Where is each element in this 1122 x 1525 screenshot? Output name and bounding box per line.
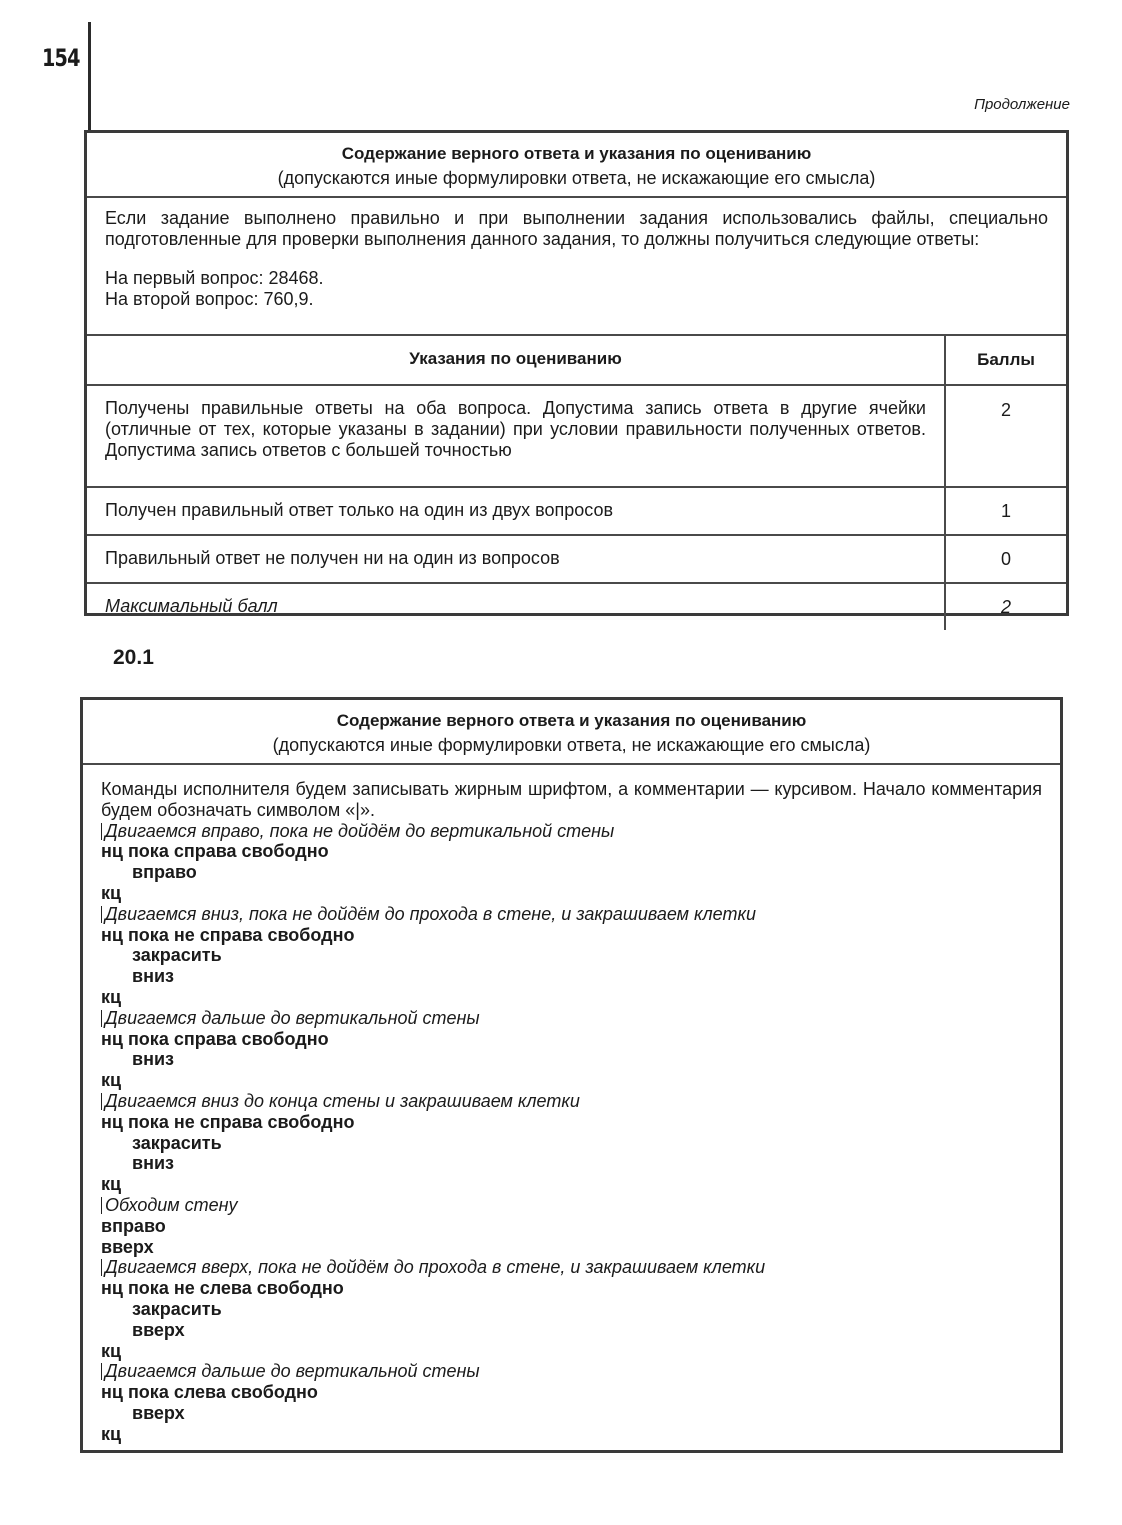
max-score-value: 2 (945, 583, 1066, 630)
points-value: 2 (945, 385, 1066, 487)
answer-second: На второй вопрос: 760,9. (105, 289, 314, 309)
code-comment: Двигаемся дальше до вертикальной стены (101, 1361, 1042, 1382)
criteria-text: Получен правильный ответ только на один из двух вопросов (87, 487, 945, 535)
code-line: кц (101, 1423, 122, 1444)
code-line: вниз (132, 966, 174, 987)
program-listing (83, 765, 1060, 1459)
table-row (87, 385, 1066, 487)
code-line: вправо (101, 1215, 166, 1236)
code-line: нц пока справа свободно (101, 841, 329, 862)
code-line: нц пока не слева свободно (101, 1278, 344, 1299)
table-row (87, 535, 1066, 583)
answer-intro: Если задание выполнено правильно и при выполнении задания использовались файлы, специально подготовленные для проверки выполнения данного задания, то должны получиться следующие ответы: (105, 208, 1048, 249)
code-line: нц пока слева свободно (101, 1382, 318, 1403)
section-title: 20.1 (113, 646, 154, 669)
page-number: 154 (42, 44, 80, 72)
criteria-column-header: Указания по оцениванию (87, 336, 945, 385)
code-line: вверх (132, 1402, 185, 1423)
points-column-header: Баллы (945, 336, 1066, 385)
code-line: кц (101, 1174, 122, 1195)
listing-intro: Команды исполнителя будем записывать жирным шрифтом, а комментарии — курсивом. Начало комментария будем обозначать символом «|». (101, 779, 1042, 820)
code-line: кц (101, 882, 122, 903)
code-comment: Двигаемся вниз до конца стены и закрашиваем клетки (101, 1091, 1042, 1112)
table-row (87, 487, 1066, 535)
code-line: вверх (101, 1236, 154, 1257)
code-comment: Двигаемся вниз, пока не дойдём до прохода в стене, и закрашиваем клетки (101, 904, 1042, 925)
code-comment: Двигаемся дальше до вертикальной стены (101, 1008, 1042, 1029)
criteria-header-row (87, 336, 1066, 385)
max-score-label: Максимальный балл (105, 596, 278, 616)
table-header-note: (допускаются иные формулировки ответа, не искажающие его смысла) (272, 735, 871, 755)
criteria-text: Получены правильные ответы на оба вопроса. Допустима запись ответа в другие ячейки (отличные от тех, которые указаны в задании) при условии правильности полученных ответов. Допустима запись ответов с большей точностью (87, 385, 945, 487)
table-header (83, 700, 1060, 765)
grading-table-19 (84, 130, 1069, 616)
code-line: кц (101, 986, 122, 1007)
table-row (87, 583, 1066, 630)
code-line: вниз (132, 1049, 174, 1070)
points-value: 0 (945, 535, 1066, 583)
code-line: кц (101, 1340, 122, 1361)
code-line: вверх (132, 1319, 185, 1340)
criteria-table (87, 336, 1066, 630)
answer-table-20-1 (80, 697, 1063, 1453)
table-header-title: Содержание верного ответа и указания по оцениванию (341, 144, 812, 163)
code-line: кц (101, 1070, 122, 1091)
table-header (87, 133, 1066, 198)
code-comment: Двигаемся вправо, пока не дойдём до вертикальной стены (101, 821, 1042, 842)
answer-description (87, 198, 1066, 336)
margin-rule (88, 22, 91, 134)
code-comment: Обходим стену (101, 1195, 1042, 1216)
continuation-label: Продолжение (974, 96, 1070, 113)
code-line: закрасить (132, 1298, 222, 1319)
answer-first: На первый вопрос: 28468. (105, 268, 324, 288)
points-value: 1 (945, 487, 1066, 535)
code-line: нц пока не справа свободно (101, 924, 355, 945)
code-line: нц пока не справа свободно (101, 1111, 355, 1132)
table-header-title: Содержание верного ответа и указания по оцениванию (336, 711, 807, 730)
code-line: закрасить (132, 945, 222, 966)
code-line: закрасить (132, 1132, 222, 1153)
code-line: вниз (132, 1153, 174, 1174)
code-line: нц пока справа свободно (101, 1028, 329, 1049)
table-header-note: (допускаются иные формулировки ответа, не искажающие его смысла) (277, 168, 876, 188)
code-line: вправо (132, 862, 197, 883)
criteria-text: Правильный ответ не получен ни на один из вопросов (87, 535, 945, 583)
code-comment: Двигаемся вверх, пока не дойдём до прохода в стене, и закрашиваем клетки (101, 1257, 1042, 1278)
